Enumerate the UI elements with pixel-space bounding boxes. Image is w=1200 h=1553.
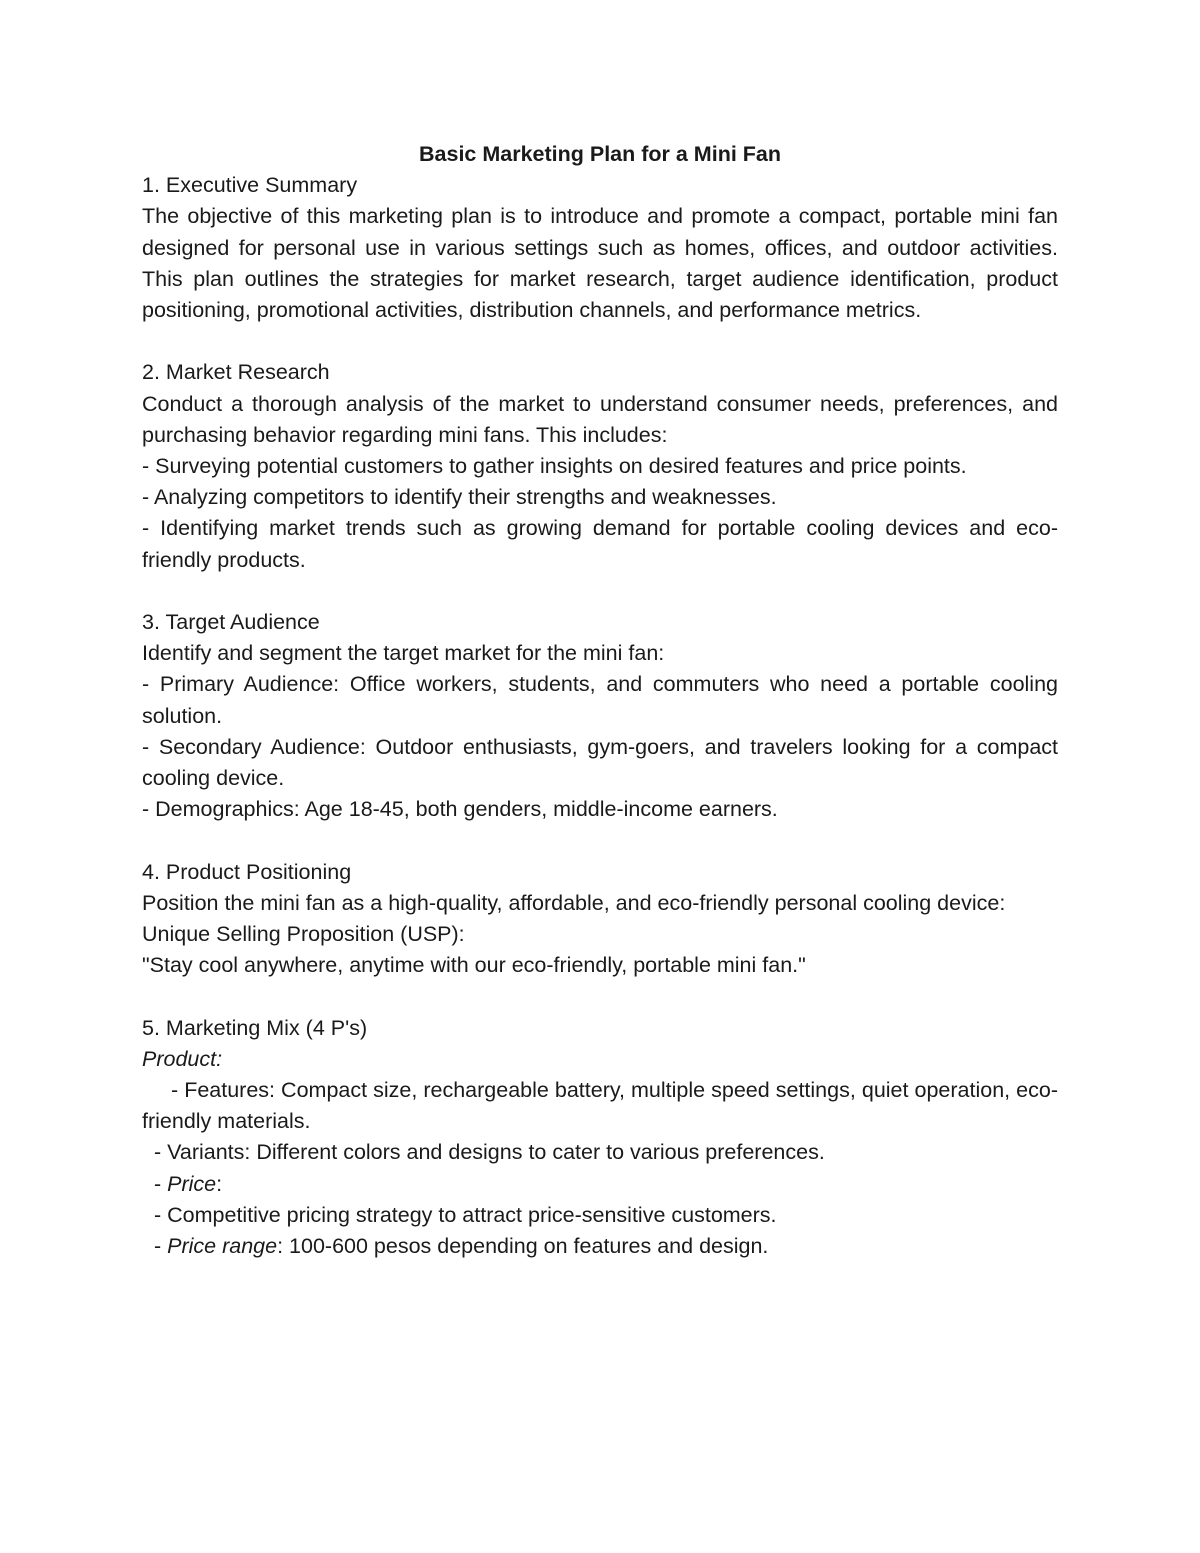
list-item (142, 1169, 1058, 1200)
price-label: Price (167, 1171, 217, 1196)
list-dash: - (154, 1171, 168, 1196)
section-target-audience (142, 607, 1058, 825)
list-item (142, 1075, 1058, 1137)
list-item: - Surveying potential customers to gather insights on desired features and price points. (142, 454, 967, 479)
list-item (142, 1231, 1058, 1262)
document-title: Basic Marketing Plan for a Mini Fan (419, 142, 781, 166)
section-heading: 3. Target Audience (142, 610, 320, 635)
list-item: - Secondary Audience: Outdoor enthusiasts, gym-goers, and travelers looking for a compact cooling device. (142, 734, 1058, 791)
list-item: - Demographics: Age 18-45, both genders, middle-income earners. (142, 797, 778, 822)
section-heading: 1. Executive Summary (142, 173, 358, 198)
price-range-label: Price range (167, 1234, 278, 1259)
list-item: - Identifying market trends such as growing demand for portable cooling devices and eco-friendly products. (142, 516, 1058, 572)
section-body: Position the mini fan as a high-quality, affordable, and eco-friendly personal cooling device: (142, 890, 1006, 915)
list-item: - Analyzing competitors to identify their strengths and weaknesses. (142, 485, 777, 510)
section-heading: 4. Product Positioning (142, 859, 352, 884)
section-marketing-mix (142, 1013, 1058, 1263)
product-label: Product: (142, 1046, 223, 1071)
features-text: - Features: Compact size, rechargeable battery, multiple speed settings, quiet operation, eco-friendly materials. (142, 1078, 1058, 1134)
section-heading: 5. Marketing Mix (4 P's) (142, 1015, 368, 1040)
list-item: - Variants: Different colors and designs to cater to various preferences. (154, 1140, 825, 1165)
usp-quote: "Stay cool anywhere, anytime with our eco-friendly, portable mini fan." (142, 953, 806, 978)
list-item: - Competitive pricing strategy to attract price-sensitive customers. (154, 1202, 777, 1227)
section-market-research (142, 357, 1058, 575)
section-heading: 2. Market Research (142, 360, 330, 385)
list-item: - Primary Audience: Office workers, students, and commuters who need a portable cooling solution. (142, 672, 1058, 728)
price-range-text: : 100-600 pesos depending on features and design. (277, 1234, 769, 1259)
section-intro: Identify and segment the target market for the mini fan: (142, 641, 665, 666)
section-product-positioning (142, 857, 1058, 982)
document-page (142, 139, 1058, 1293)
list-dash: - (154, 1234, 168, 1259)
price-colon: : (216, 1171, 223, 1196)
section-executive-summary (142, 170, 1058, 326)
section-intro: Conduct a thorough analysis of the market to understand consumer needs, preferences, and purchasing behavior regarding mini fans. This includes: (142, 391, 1058, 447)
usp-label: Unique Selling Proposition (USP): (142, 922, 465, 947)
section-body: The objective of this marketing plan is to introduce and promote a compact, portable mini fan designed for personal use in various settings such as homes, offices, and outdoor activities. This plan outlines the strategies for market research, target audience identification, product positioning, promotional activities, distribution channels, and performance metrics. (142, 204, 1058, 323)
